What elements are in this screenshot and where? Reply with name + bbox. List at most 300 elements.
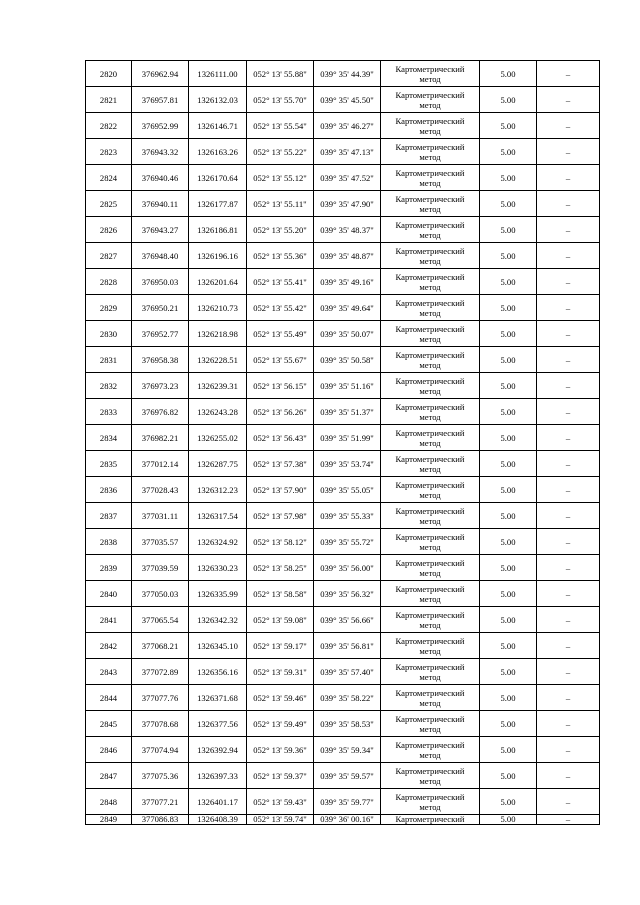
method-label: Картометрический <box>395 141 465 152</box>
method-label: метод <box>419 463 441 474</box>
note-cell: – <box>537 243 600 269</box>
latitude-cell: 052° 13' 59.36" <box>247 737 314 763</box>
latitude-cell: 052° 13' 57.38" <box>247 451 314 477</box>
method-label: метод <box>419 359 441 370</box>
y-coordinate-cell: 1326146.71 <box>189 113 247 139</box>
y-coordinate-cell: 1326312.23 <box>189 477 247 503</box>
y-coordinate-cell: 1326401.17 <box>189 789 247 815</box>
latitude-cell: 052° 13' 55.41" <box>247 269 314 295</box>
method-label: Картометрический <box>395 687 465 698</box>
method-label: метод <box>419 203 441 214</box>
longitude-cell: 039° 35' 48.87" <box>314 243 381 269</box>
x-coordinate-cell: 377072.89 <box>132 659 189 685</box>
method-cell <box>381 451 480 477</box>
latitude-cell: 052° 13' 55.70" <box>247 87 314 113</box>
x-coordinate-cell: 376948.40 <box>132 243 189 269</box>
x-coordinate-cell: 377035.57 <box>132 529 189 555</box>
x-coordinate-cell: 376940.46 <box>132 165 189 191</box>
accuracy-cell: 5.00 <box>480 87 537 113</box>
method-label: метод <box>419 775 441 786</box>
y-coordinate-cell: 1326356.16 <box>189 659 247 685</box>
point-number-cell: 2825 <box>86 191 132 217</box>
method-cell <box>381 633 480 659</box>
table-row <box>86 607 600 633</box>
point-number-cell: 2827 <box>86 243 132 269</box>
longitude-cell: 039° 35' 56.66" <box>314 607 381 633</box>
table-row <box>86 581 600 607</box>
note-cell: – <box>537 61 600 87</box>
x-coordinate-cell: 377077.76 <box>132 685 189 711</box>
method-cell <box>381 191 480 217</box>
latitude-cell: 052° 13' 59.49" <box>247 711 314 737</box>
longitude-cell: 039° 35' 57.40" <box>314 659 381 685</box>
table-row <box>86 191 600 217</box>
point-number-cell: 2845 <box>86 711 132 737</box>
longitude-cell: 039° 35' 59.57" <box>314 763 381 789</box>
method-label: метод <box>419 619 441 630</box>
point-number-cell: 2824 <box>86 165 132 191</box>
note-cell: – <box>537 165 600 191</box>
method-label: Картометрический <box>395 583 465 594</box>
method-cell <box>381 217 480 243</box>
table-row <box>86 165 600 191</box>
note-cell: – <box>537 295 600 321</box>
y-coordinate-cell: 1326111.00 <box>189 61 247 87</box>
latitude-cell: 052° 13' 59.43" <box>247 789 314 815</box>
x-coordinate-cell: 376952.77 <box>132 321 189 347</box>
point-number-cell: 2835 <box>86 451 132 477</box>
table-row <box>86 815 600 825</box>
x-coordinate-cell: 377012.14 <box>132 451 189 477</box>
x-coordinate-cell: 377078.68 <box>132 711 189 737</box>
accuracy-cell: 5.00 <box>480 165 537 191</box>
table-row <box>86 139 600 165</box>
table-row <box>86 451 600 477</box>
longitude-cell: 039° 35' 55.05" <box>314 477 381 503</box>
method-cell <box>381 737 480 763</box>
accuracy-cell: 5.00 <box>480 347 537 373</box>
method-label: Картометрический <box>395 791 465 802</box>
accuracy-cell: 5.00 <box>480 737 537 763</box>
method-label: Картометрический <box>395 713 465 724</box>
table-row <box>86 633 600 659</box>
method-label: Картометрический <box>395 89 465 100</box>
y-coordinate-cell: 1326397.33 <box>189 763 247 789</box>
method-label: Картометрический <box>395 814 465 824</box>
longitude-cell: 039° 35' 51.99" <box>314 425 381 451</box>
longitude-cell: 039° 35' 56.81" <box>314 633 381 659</box>
method-label: метод <box>419 281 441 292</box>
method-cell <box>381 243 480 269</box>
method-label: Картометрический <box>395 323 465 334</box>
x-coordinate-cell: 376943.32 <box>132 139 189 165</box>
method-cell <box>381 321 480 347</box>
coordinates-table <box>85 60 600 825</box>
table-row <box>86 789 600 815</box>
method-label: метод <box>419 541 441 552</box>
point-number-cell: 2823 <box>86 139 132 165</box>
point-number-cell: 2839 <box>86 555 132 581</box>
method-cell <box>381 87 480 113</box>
y-coordinate-cell: 1326170.64 <box>189 165 247 191</box>
longitude-cell: 039° 35' 51.37" <box>314 399 381 425</box>
accuracy-cell: 5.00 <box>480 451 537 477</box>
point-number-cell: 2820 <box>86 61 132 87</box>
table-row <box>86 61 600 87</box>
x-coordinate-cell: 377050.03 <box>132 581 189 607</box>
y-coordinate-cell: 1326186.81 <box>189 217 247 243</box>
point-number-cell: 2841 <box>86 607 132 633</box>
latitude-cell: 052° 13' 55.22" <box>247 139 314 165</box>
accuracy-cell: 5.00 <box>480 633 537 659</box>
method-cell <box>381 685 480 711</box>
point-number-cell: 2821 <box>86 87 132 113</box>
note-cell: – <box>537 503 600 529</box>
note-cell: – <box>537 711 600 737</box>
point-number-cell: 2834 <box>86 425 132 451</box>
note-cell: – <box>537 581 600 607</box>
longitude-cell: 039° 35' 58.53" <box>314 711 381 737</box>
table-row <box>86 737 600 763</box>
point-number-cell: 2830 <box>86 321 132 347</box>
method-cell <box>381 581 480 607</box>
point-number-cell: 2828 <box>86 269 132 295</box>
point-number-cell: 2842 <box>86 633 132 659</box>
table-row <box>86 295 600 321</box>
longitude-cell: 039° 35' 55.33" <box>314 503 381 529</box>
method-label: Картометрический <box>395 193 465 204</box>
x-coordinate-cell: 376958.38 <box>132 347 189 373</box>
accuracy-cell: 5.00 <box>480 763 537 789</box>
x-coordinate-cell: 377031.11 <box>132 503 189 529</box>
accuracy-cell: 5.00 <box>480 815 537 825</box>
method-label: Картометрический <box>395 557 465 568</box>
table-row <box>86 347 600 373</box>
longitude-cell: 039° 35' 53.74" <box>314 451 381 477</box>
accuracy-cell: 5.00 <box>480 607 537 633</box>
method-label: метод <box>419 723 441 734</box>
longitude-cell: 039° 35' 59.34" <box>314 737 381 763</box>
table-row <box>86 373 600 399</box>
latitude-cell: 052° 13' 56.43" <box>247 425 314 451</box>
y-coordinate-cell: 1326201.64 <box>189 269 247 295</box>
point-number-cell: 2831 <box>86 347 132 373</box>
table-row <box>86 217 600 243</box>
latitude-cell: 052° 13' 55.67" <box>247 347 314 373</box>
method-label: Картометрический <box>395 609 465 620</box>
accuracy-cell: 5.00 <box>480 321 537 347</box>
note-cell: – <box>537 763 600 789</box>
point-number-cell: 2849 <box>86 815 132 825</box>
table-row <box>86 399 600 425</box>
table-row <box>86 529 600 555</box>
longitude-cell: 039° 35' 45.50" <box>314 87 381 113</box>
method-cell <box>381 295 480 321</box>
y-coordinate-cell: 1326177.87 <box>189 191 247 217</box>
method-label: метод <box>419 515 441 526</box>
point-number-cell: 2833 <box>86 399 132 425</box>
method-cell <box>381 347 480 373</box>
accuracy-cell: 5.00 <box>480 191 537 217</box>
method-label: метод <box>419 229 441 240</box>
method-cell <box>381 711 480 737</box>
table-row <box>86 555 600 581</box>
note-cell: – <box>537 451 600 477</box>
coordinates-sheet <box>85 60 599 825</box>
method-label: метод <box>419 125 441 136</box>
note-cell: – <box>537 373 600 399</box>
longitude-cell: 039° 35' 49.16" <box>314 269 381 295</box>
x-coordinate-cell: 377086.83 <box>132 815 189 825</box>
table-row <box>86 87 600 113</box>
latitude-cell: 052° 13' 59.08" <box>247 607 314 633</box>
longitude-cell: 039° 35' 50.07" <box>314 321 381 347</box>
note-cell: – <box>537 399 600 425</box>
y-coordinate-cell: 1326408.39 <box>189 815 247 825</box>
table-row <box>86 243 600 269</box>
method-label: метод <box>419 99 441 110</box>
method-cell <box>381 529 480 555</box>
point-number-cell: 2832 <box>86 373 132 399</box>
note-cell: – <box>537 607 600 633</box>
latitude-cell: 052° 13' 55.36" <box>247 243 314 269</box>
point-number-cell: 2829 <box>86 295 132 321</box>
longitude-cell: 039° 35' 49.64" <box>314 295 381 321</box>
x-coordinate-cell: 376940.11 <box>132 191 189 217</box>
latitude-cell: 052° 13' 58.25" <box>247 555 314 581</box>
point-number-cell: 2822 <box>86 113 132 139</box>
point-number-cell: 2843 <box>86 659 132 685</box>
point-number-cell: 2840 <box>86 581 132 607</box>
latitude-cell: 052° 13' 56.26" <box>247 399 314 425</box>
table-row <box>86 711 600 737</box>
latitude-cell: 052° 13' 58.58" <box>247 581 314 607</box>
point-number-cell: 2838 <box>86 529 132 555</box>
method-label: Картометрический <box>395 505 465 516</box>
x-coordinate-cell: 376950.03 <box>132 269 189 295</box>
method-cell <box>381 607 480 633</box>
note-cell: – <box>537 815 600 825</box>
x-coordinate-cell: 376962.94 <box>132 61 189 87</box>
table-row <box>86 685 600 711</box>
method-label: метод <box>419 645 441 656</box>
note-cell: – <box>537 217 600 243</box>
latitude-cell: 052° 13' 59.17" <box>247 633 314 659</box>
x-coordinate-cell: 376950.21 <box>132 295 189 321</box>
longitude-cell: 039° 35' 51.16" <box>314 373 381 399</box>
table-row <box>86 321 600 347</box>
latitude-cell: 052° 13' 57.90" <box>247 477 314 503</box>
method-label: метод <box>419 489 441 500</box>
x-coordinate-cell: 377077.21 <box>132 789 189 815</box>
y-coordinate-cell: 1326324.92 <box>189 529 247 555</box>
note-cell: – <box>537 659 600 685</box>
longitude-cell: 039° 35' 47.52" <box>314 165 381 191</box>
point-number-cell: 2837 <box>86 503 132 529</box>
point-number-cell: 2836 <box>86 477 132 503</box>
method-label: Картометрический <box>395 453 465 464</box>
y-coordinate-cell: 1326377.56 <box>189 711 247 737</box>
longitude-cell: 039° 35' 56.00" <box>314 555 381 581</box>
accuracy-cell: 5.00 <box>480 555 537 581</box>
table-row <box>86 113 600 139</box>
accuracy-cell: 5.00 <box>480 711 537 737</box>
latitude-cell: 052° 13' 59.46" <box>247 685 314 711</box>
y-coordinate-cell: 1326239.31 <box>189 373 247 399</box>
method-cell <box>381 659 480 685</box>
accuracy-cell: 5.00 <box>480 659 537 685</box>
table-row <box>86 763 600 789</box>
accuracy-cell: 5.00 <box>480 399 537 425</box>
table-row <box>86 425 600 451</box>
method-cell <box>381 269 480 295</box>
table-body <box>86 61 600 825</box>
y-coordinate-cell: 1326196.16 <box>189 243 247 269</box>
method-cell <box>381 425 480 451</box>
method-label: Картометрический <box>395 167 465 178</box>
longitude-cell: 039° 35' 50.58" <box>314 347 381 373</box>
method-label: метод <box>419 567 441 578</box>
method-label: метод <box>419 749 441 760</box>
method-label: Картометрический <box>395 245 465 256</box>
method-label: Картометрический <box>395 349 465 360</box>
latitude-cell: 052° 13' 59.74" <box>247 815 314 825</box>
latitude-cell: 052° 13' 55.88" <box>247 61 314 87</box>
longitude-cell: 039° 35' 47.13" <box>314 139 381 165</box>
note-cell: – <box>537 113 600 139</box>
latitude-cell: 052° 13' 55.11" <box>247 191 314 217</box>
method-label: метод <box>419 333 441 344</box>
y-coordinate-cell: 1326243.28 <box>189 399 247 425</box>
accuracy-cell: 5.00 <box>480 139 537 165</box>
x-coordinate-cell: 376976.82 <box>132 399 189 425</box>
note-cell: – <box>537 269 600 295</box>
latitude-cell: 052° 13' 57.98" <box>247 503 314 529</box>
method-label: метод <box>419 437 441 448</box>
longitude-cell: 039° 35' 55.72" <box>314 529 381 555</box>
method-label: метод <box>419 151 441 162</box>
longitude-cell: 039° 35' 48.37" <box>314 217 381 243</box>
y-coordinate-cell: 1326330.23 <box>189 555 247 581</box>
method-label: Картометрический <box>395 765 465 776</box>
table-row <box>86 503 600 529</box>
method-label: Картометрический <box>395 661 465 672</box>
accuracy-cell: 5.00 <box>480 61 537 87</box>
note-cell: – <box>537 139 600 165</box>
method-label: Картометрический <box>395 63 465 74</box>
method-label: метод <box>419 411 441 422</box>
y-coordinate-cell: 1326218.98 <box>189 321 247 347</box>
table-row <box>86 659 600 685</box>
accuracy-cell: 5.00 <box>480 477 537 503</box>
longitude-cell: 039° 35' 59.77" <box>314 789 381 815</box>
longitude-cell: 039° 35' 47.90" <box>314 191 381 217</box>
method-cell <box>381 399 480 425</box>
latitude-cell: 052° 13' 59.31" <box>247 659 314 685</box>
x-coordinate-cell: 377068.21 <box>132 633 189 659</box>
longitude-cell: 039° 35' 56.32" <box>314 581 381 607</box>
x-coordinate-cell: 376957.81 <box>132 87 189 113</box>
y-coordinate-cell: 1326335.99 <box>189 581 247 607</box>
accuracy-cell: 5.00 <box>480 217 537 243</box>
point-number-cell: 2846 <box>86 737 132 763</box>
longitude-cell: 039° 35' 44.39" <box>314 61 381 87</box>
note-cell: – <box>537 477 600 503</box>
method-cell <box>381 789 480 815</box>
accuracy-cell: 5.00 <box>480 529 537 555</box>
y-coordinate-cell: 1326317.54 <box>189 503 247 529</box>
method-label: Картометрический <box>395 297 465 308</box>
x-coordinate-cell: 376952.99 <box>132 113 189 139</box>
x-coordinate-cell: 376943.27 <box>132 217 189 243</box>
x-coordinate-cell: 377075.36 <box>132 763 189 789</box>
longitude-cell: 039° 35' 58.22" <box>314 685 381 711</box>
method-label: метод <box>419 697 441 708</box>
method-label: метод <box>419 671 441 682</box>
table-row <box>86 269 600 295</box>
accuracy-cell: 5.00 <box>480 373 537 399</box>
table-row <box>86 477 600 503</box>
method-label: Картометрический <box>395 739 465 750</box>
method-label: Картометрический <box>395 479 465 490</box>
method-cell <box>381 477 480 503</box>
method-cell <box>381 373 480 399</box>
y-coordinate-cell: 1326228.51 <box>189 347 247 373</box>
y-coordinate-cell: 1326342.32 <box>189 607 247 633</box>
x-coordinate-cell: 376973.23 <box>132 373 189 399</box>
x-coordinate-cell: 377065.54 <box>132 607 189 633</box>
x-coordinate-cell: 377074.94 <box>132 737 189 763</box>
accuracy-cell: 5.00 <box>480 295 537 321</box>
latitude-cell: 052° 13' 55.12" <box>247 165 314 191</box>
accuracy-cell: 5.00 <box>480 113 537 139</box>
method-label: метод <box>419 307 441 318</box>
longitude-cell: 039° 36' 00.16" <box>314 815 381 825</box>
point-number-cell: 2826 <box>86 217 132 243</box>
note-cell: – <box>537 789 600 815</box>
method-label: метод <box>419 801 441 812</box>
accuracy-cell: 5.00 <box>480 581 537 607</box>
point-number-cell: 2847 <box>86 763 132 789</box>
method-label: метод <box>419 255 441 266</box>
x-coordinate-cell: 376982.21 <box>132 425 189 451</box>
accuracy-cell: 5.00 <box>480 685 537 711</box>
x-coordinate-cell: 377039.59 <box>132 555 189 581</box>
method-cell <box>381 763 480 789</box>
method-label: Картометрический <box>395 375 465 386</box>
accuracy-cell: 5.00 <box>480 425 537 451</box>
method-label: метод <box>419 177 441 188</box>
method-cell <box>381 139 480 165</box>
y-coordinate-cell: 1326210.73 <box>189 295 247 321</box>
method-label: метод <box>419 73 441 84</box>
method-cell <box>381 61 480 87</box>
note-cell: – <box>537 321 600 347</box>
point-number-cell: 2844 <box>86 685 132 711</box>
latitude-cell: 052° 13' 55.20" <box>247 217 314 243</box>
method-cell <box>381 113 480 139</box>
accuracy-cell: 5.00 <box>480 269 537 295</box>
latitude-cell: 052° 13' 55.49" <box>247 321 314 347</box>
method-label: Картометрический <box>395 427 465 438</box>
note-cell: – <box>537 555 600 581</box>
y-coordinate-cell: 1326287.75 <box>189 451 247 477</box>
y-coordinate-cell: 1326345.10 <box>189 633 247 659</box>
method-label: метод <box>419 593 441 604</box>
method-cell <box>381 815 480 825</box>
method-cell <box>381 555 480 581</box>
accuracy-cell: 5.00 <box>480 503 537 529</box>
